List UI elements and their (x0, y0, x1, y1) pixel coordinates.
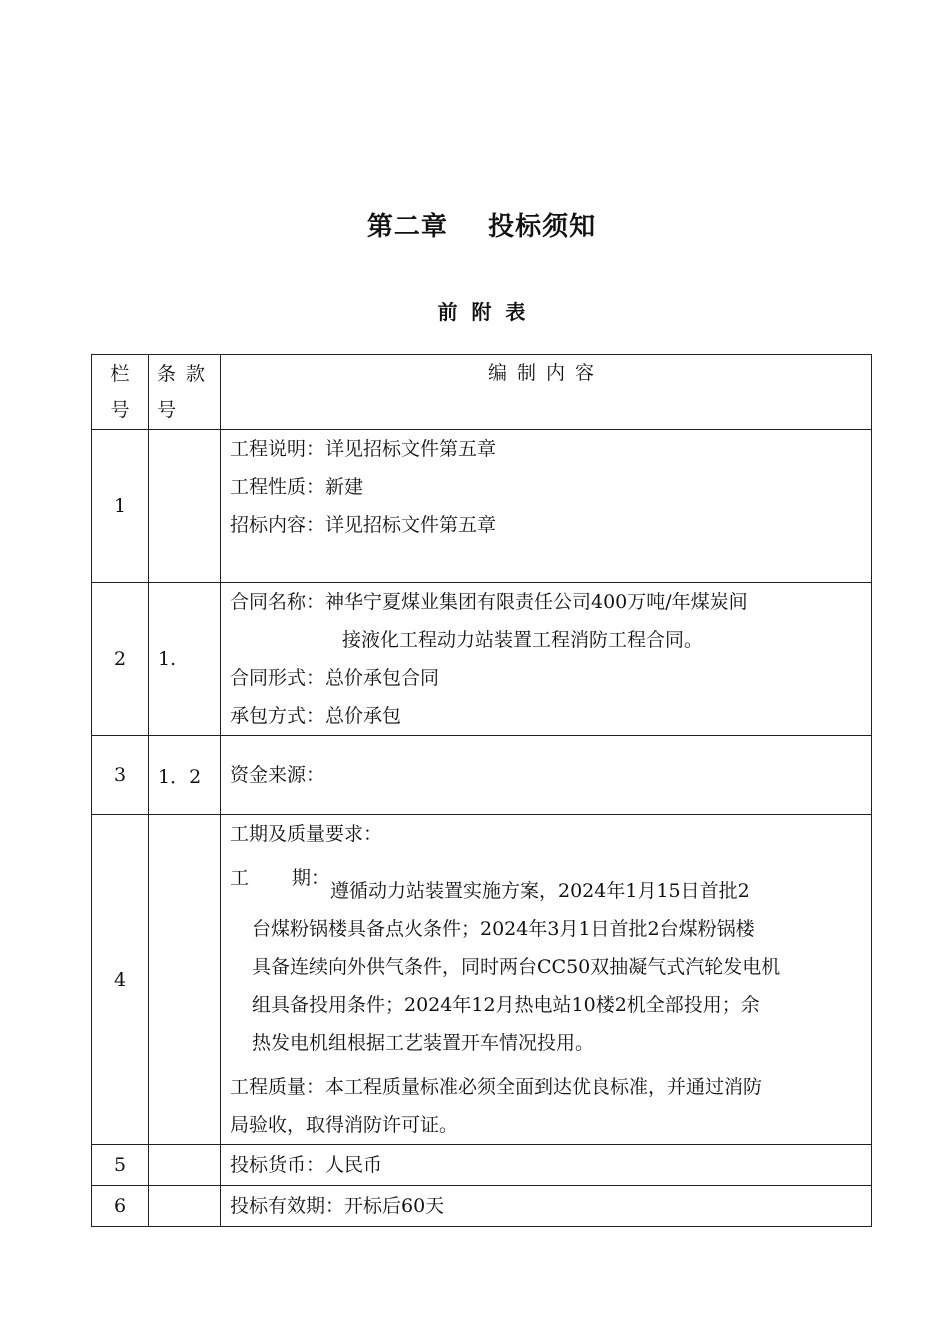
row-content (221, 583, 872, 736)
table-row-5 (92, 1145, 872, 1186)
bid-currency: 投标货币：人民币 (230, 1154, 383, 1176)
period-line1 (230, 859, 861, 910)
schedule-quality-heading: 工期及质量要求： (230, 823, 383, 845)
row-number: 5 (92, 1145, 149, 1186)
contract-name-line1: 合同名称：神华宁夏煤业集团有限责任公司400万吨/年煤炭间 (230, 591, 748, 613)
row-clause (149, 1186, 221, 1227)
table-row-3 (92, 736, 872, 815)
project-description: 工程说明：详见招标文件第五章 (230, 438, 497, 460)
row-content (221, 1145, 872, 1186)
row-content (221, 1186, 872, 1227)
table-row-6 (92, 1186, 872, 1227)
period-text-line2: 台煤粉锅楼具备点火条件；2024年3月1日首批2台煤粉锅楼 (252, 918, 755, 940)
row-number: 6 (92, 1186, 149, 1227)
header-column-clause-line1: 条款 (157, 363, 216, 385)
chapter-title: 第二章 投标须知 (366, 212, 597, 242)
table-row-1 (92, 430, 872, 583)
row-number: 1 (92, 430, 149, 583)
tender-content: 招标内容：详见招标文件第五章 (230, 514, 497, 536)
header-column-clause-line2: 号 (157, 399, 187, 421)
project-nature: 工程性质：新建 (230, 476, 364, 498)
table-row-4 (92, 815, 872, 1145)
row-content (221, 430, 872, 583)
header-column-clause (149, 355, 221, 430)
period-label-a: 工 (230, 867, 250, 889)
row-clause: 1．2 (149, 736, 221, 815)
header-column-no (92, 355, 149, 430)
header-column-no-line1: 栏 (110, 363, 130, 385)
header-column-no-line2: 号 (110, 399, 130, 421)
row-number: 2 (92, 583, 149, 736)
row-clause (149, 1145, 221, 1186)
table-header-row (92, 355, 872, 430)
row-content (221, 736, 872, 815)
bid-info-table (91, 354, 872, 1227)
row-clause: 1. (149, 583, 221, 736)
table-row-2 (92, 583, 872, 736)
row-number: 4 (92, 815, 149, 1145)
contract-form: 合同形式：总价承包合同 (230, 667, 440, 689)
header-column-content: 编制内容 (221, 355, 872, 430)
period-text-line3: 具备连续向外供气条件，同时两台CC50双抽凝气式汽轮发电机 (252, 956, 781, 978)
bid-validity: 投标有效期：开标后60天 (230, 1195, 445, 1217)
period-text-line1: 遵循动力站装置实施方案，2024年1月15日首批2 (330, 880, 750, 902)
quality-line2: 局验收，取得消防许可证。 (230, 1114, 459, 1136)
quality-line1: 工程质量：本工程质量标准必须全面到达优良标准，并通过消防 (230, 1076, 763, 1098)
funding-source: 资金来源： (230, 764, 326, 786)
contract-method: 承包方式：总价承包 (230, 705, 402, 727)
contract-name-line2: 接液化工程动力站装置工程消防工程合同。 (342, 629, 704, 651)
period-label (230, 859, 330, 897)
table-title: 前 附 表 (437, 300, 526, 324)
row-clause (149, 430, 221, 583)
period-text-line4: 组具备投用条件；2024年12月热电站10楼2机全部投用；余 (252, 994, 760, 1016)
row-clause (149, 815, 221, 1145)
period-label-b: 期： (291, 867, 330, 889)
period-text-line5: 热发电机组根据工艺装置开车情况投用。 (252, 1032, 595, 1054)
row-content (221, 815, 872, 1145)
row-number: 3 (92, 736, 149, 815)
